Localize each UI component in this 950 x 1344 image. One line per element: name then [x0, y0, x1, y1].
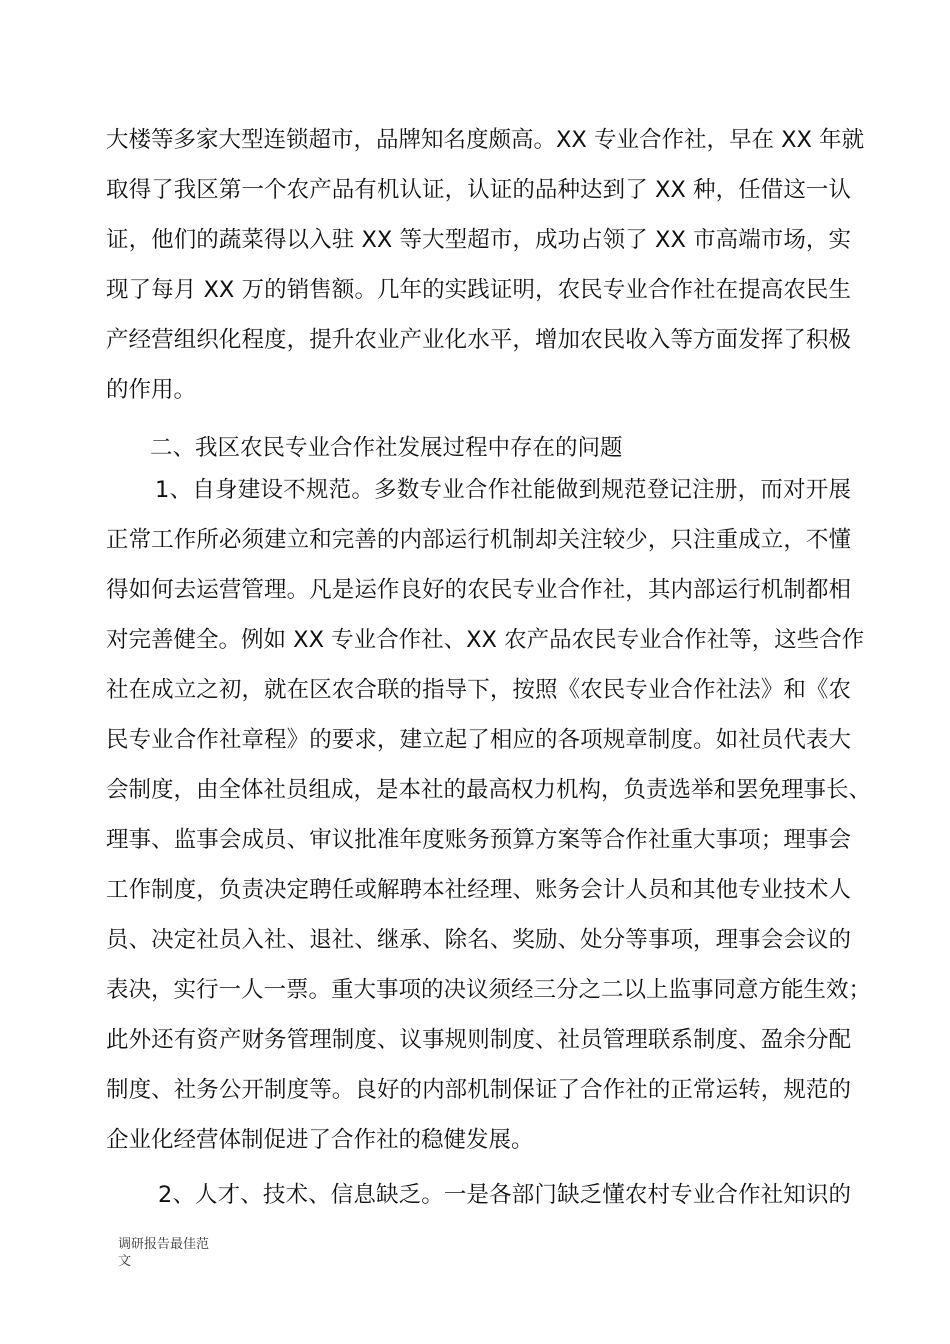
paragraph-line: 表决，实行一人一票。重大事项的决议须经三分之二以上监事同意方能生效；: [106, 977, 872, 1003]
footer-line: 文: [118, 1254, 132, 1269]
paragraph-line: 大楼等多家大型连锁超市，品牌知名度颇高。XX 专业合作社，早在 XX 年就: [106, 127, 865, 153]
paragraph-line: 正常工作所必须建立和完善的内部运行机制却关注较少，只注重成立，不懂: [106, 527, 851, 553]
paragraph-line: 社在成立之初，就在区农合联的指导下，按照《农民专业合作社法》和《农: [106, 677, 851, 703]
paragraph-line: 的作用。: [106, 377, 197, 403]
paragraph-line: 证，他们的蔬菜得以入驻 XX 等大型超市，成功占领了 XX 市高端市场，实: [106, 227, 851, 253]
footer-line: 调研报告最佳范: [118, 1237, 210, 1252]
section-heading: 二、我区农民专业合作社发展过程中存在的问题: [150, 435, 623, 461]
paragraph-line: 此外还有资产财务管理制度、议事规则制度、社员管理联系制度、盈余分配: [106, 1027, 851, 1053]
page-footer: [118, 1236, 228, 1270]
paragraph-line: 2、人才、技术、信息缺乏。一是各部门缺乏懂农村专业合作社知识的: [158, 1182, 851, 1208]
paragraph-line: 员、决定社员入社、退社、继承、除名、奖励、处分等事项，理事会会议的: [106, 927, 851, 953]
paragraph-line: 会制度，由全体社员组成，是本社的最高权力机构，负责选举和罢免理事长、: [106, 777, 872, 803]
paragraph-line: 1、自身建设不规范。多数专业合作社能做到规范登记注册，而对开展: [155, 477, 851, 503]
paragraph-line: 取得了我区第一个农产品有机认证，认证的品种达到了 XX 种，任借这一认: [106, 177, 851, 203]
paragraph-line: 理事、监事会成员、审议批准年度账务预算方案等合作社重大事项；理事会: [106, 827, 851, 853]
paragraph-line: 民专业合作社章程》的要求，建立起了相应的各项规章制度。如社员代表大: [106, 727, 851, 753]
paragraph-line: 企业化经营体制促进了合作社的稳健发展。: [106, 1127, 534, 1153]
paragraph-line: 制度、社务公开制度等。良好的内部机制保证了合作社的正常运转，规范的: [106, 1077, 851, 1103]
paragraph-line: 产经营组织化程度，提升农业产业化水平，增加农民收入等方面发挥了积极: [106, 327, 851, 353]
paragraph-line: 工作制度，负责决定聘任或解聘本社经理、账务会计人员和其他专业技术人: [106, 877, 851, 903]
paragraph-line: 得如何去运营管理。凡是运作良好的农民专业合作社，其内部运行机制都相: [106, 577, 851, 603]
paragraph-line: 现了每月 XX 万的销售额。几年的实践证明，农民专业合作社在提高农民生: [106, 277, 851, 303]
paragraph-line: 对完善健全。例如 XX 专业合作社、XX 农产品农民专业合作社等，这些合作: [106, 627, 865, 653]
